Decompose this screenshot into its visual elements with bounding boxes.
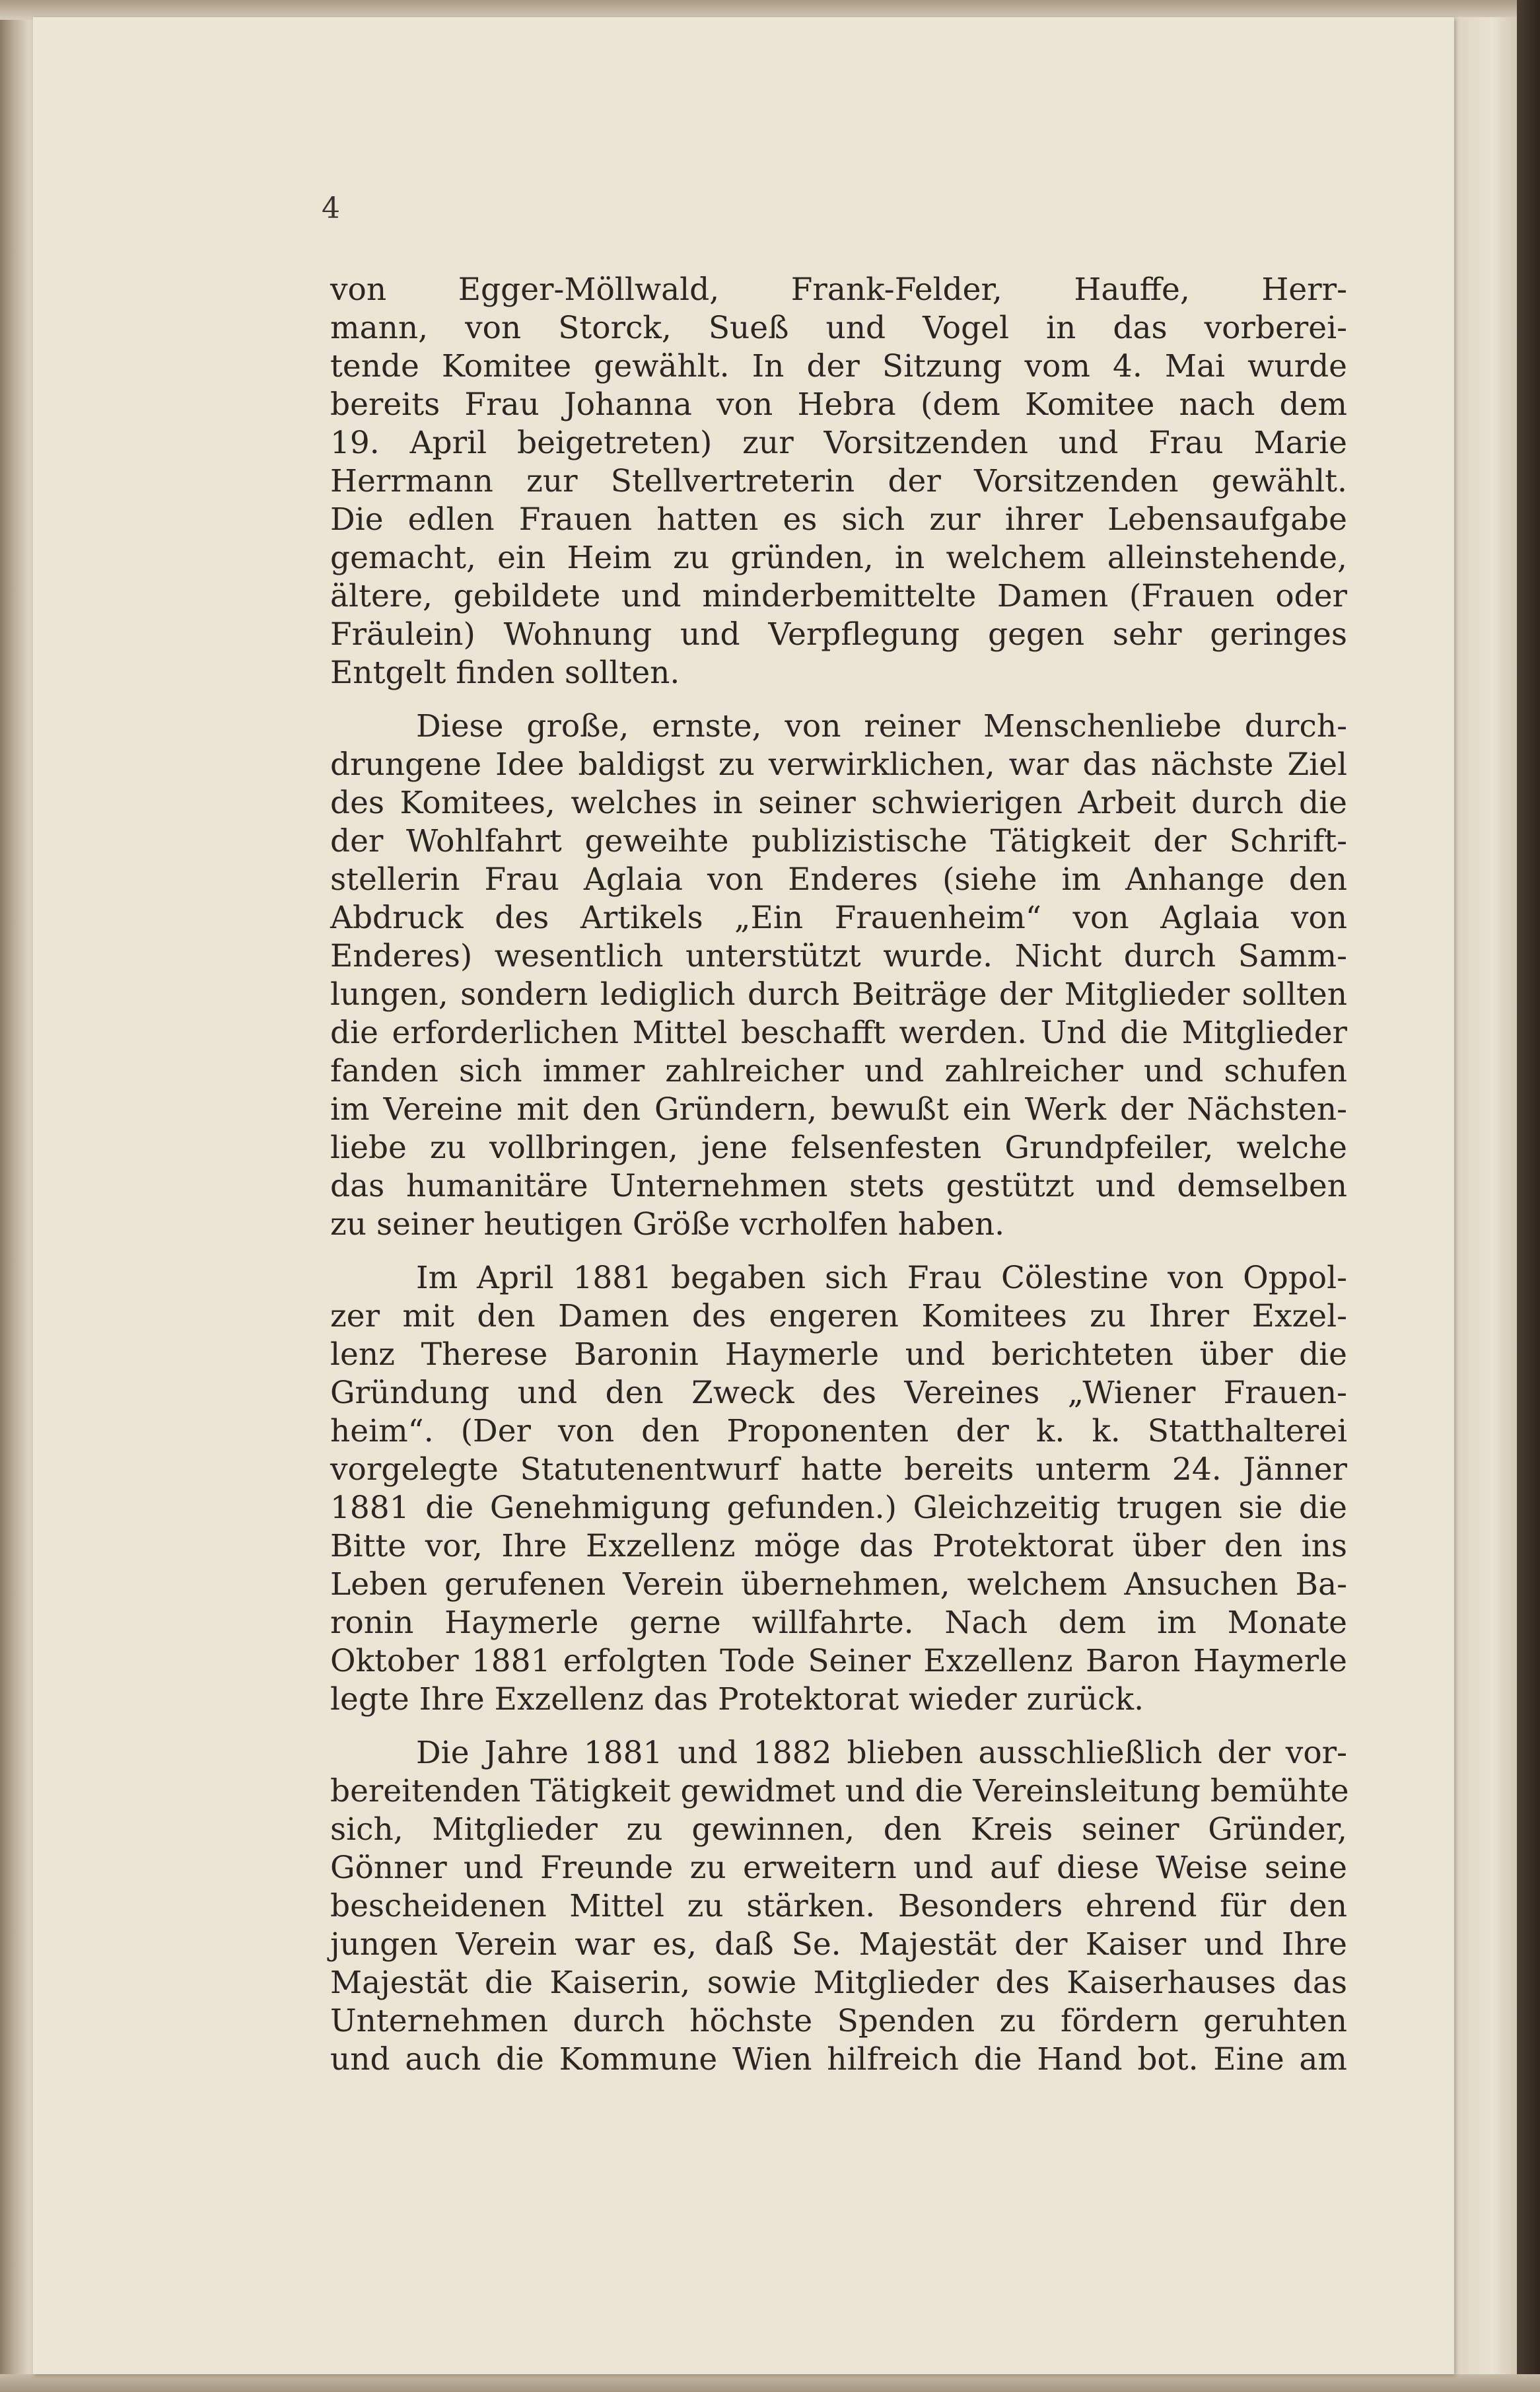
text-line: drungene Idee baldigst zu verwirklichen, war das nächste Ziel	[330, 746, 1347, 783]
text-line: vorgelegte Statutenentwurf hatte bereits unterm 24. Jänner	[330, 1451, 1347, 1488]
text-line: liebe zu vollbringen, jene felsenfesten Grundpfeiler, welche	[330, 1130, 1347, 1166]
text-line: tende Komitee gewählt. In der Sitzung vom 4. Mai wurde	[330, 348, 1347, 384]
text-line: im Vereine mit den Gründern, bewußt ein Werk der Nächsten-	[330, 1091, 1347, 1128]
text-line: zer mit den Damen des engeren Komitees zu Ihrer Exzel-	[330, 1298, 1347, 1334]
text-line: fanden sich immer zahlreicher und zahlreicher und schufen	[330, 1053, 1347, 1089]
paragraph-3	[330, 1259, 1347, 1719]
text-line: bescheidenen Mittel zu stärken. Besonders ehrend für den	[330, 1888, 1347, 1924]
text-line: Unternehmen durch höchste Spenden zu fördern geruhten	[330, 2003, 1347, 2039]
paragraph-2	[330, 707, 1347, 1244]
text-line: lenz Therese Baronin Haymerle und berichteten über die	[330, 1336, 1347, 1373]
text-line: Diese große, ernste, von reiner Menschenliebe durch-	[416, 708, 1347, 744]
text-line: lungen, sondern lediglich durch Beiträge der Mitglieder sollten	[330, 976, 1347, 1013]
paragraph-1	[330, 271, 1347, 692]
text-line: Gönner und Freunde zu erweitern und auf diese Weise seine	[330, 1850, 1347, 1886]
text-line: Majestät die Kaiserin, sowie Mitglieder des Kaiserhauses das	[330, 1965, 1347, 2001]
text-line: Fräulein) Wohnung und Verpflegung gegen sehr geringes	[330, 616, 1347, 653]
text-line: zu seiner heutigen Größe vcrholfen haben.	[330, 1206, 1005, 1243]
text-line: Leben gerufenen Verein übernehmen, welchem Ansuchen Ba-	[330, 1566, 1347, 1603]
text-line: heim“. (Der von den Proponenten der k. k. Statthalterei	[330, 1413, 1347, 1449]
text-line: Die Jahre 1881 und 1882 blieben ausschließlich der vor-	[416, 1735, 1347, 1771]
body-text	[330, 271, 1347, 2079]
book-cover-edge	[1517, 0, 1540, 2392]
text-line: von Egger-Möllwald, Frank-Felder, Hauffe, Herr-	[330, 272, 1347, 308]
text-line: der Wohlfahrt geweihte publizistische Tätigkeit der Schrift-	[330, 823, 1347, 859]
text-line: Im April 1881 begaben sich Frau Cölestine von Oppol-	[416, 1260, 1347, 1296]
text-line: legte Ihre Exzellenz das Protektorat wieder zurück.	[330, 1681, 1144, 1718]
text-line: mann, von Storck, Sueß und Vogel in das vorberei-	[330, 310, 1347, 346]
text-line: sich, Mitglieder zu gewinnen, den Kreis seiner Gründer,	[330, 1811, 1347, 1848]
text-line: Bitte vor, Ihre Exzellenz möge das Protektorat über den ins	[330, 1528, 1347, 1564]
text-line: Herrmann zur Stellvertreterin der Vorsitzenden gewählt.	[330, 463, 1347, 499]
text-line: Gründung und den Zweck des Vereines „Wiener Frauen-	[330, 1375, 1347, 1411]
text-line: bereits Frau Johanna von Hebra (dem Komitee nach dem	[330, 386, 1347, 423]
page-bottom-edge	[0, 2374, 1540, 2392]
text-line: die erforderlichen Mittel beschafft werden. Und die Mitglieder	[330, 1015, 1347, 1051]
page-stack-edge	[1454, 17, 1517, 2374]
page-number: 4	[322, 192, 340, 225]
text-line: stellerin Frau Aglaia von Enderes (siehe im Anhange den	[330, 861, 1347, 898]
text-line: 1881 die Genehmigung gefunden.) Gleichzeitig trugen sie die	[330, 1490, 1347, 1526]
text-line: und auch die Kommune Wien hilfreich die Hand bot. Eine am	[330, 2041, 1347, 2078]
text-line: gemacht, ein Heim zu gründen, in welchem alleinstehende,	[330, 540, 1347, 576]
text-line: Entgelt finden sollten.	[330, 655, 680, 691]
text-line: Die edlen Frauen hatten es sich zur ihrer Lebensaufgabe	[330, 501, 1347, 538]
text-line: das humanitäre Unternehmen stets gestützt und demselben	[330, 1168, 1347, 1204]
text-line: ronin Haymerle gerne willfahrte. Nach dem im Monate	[330, 1605, 1347, 1641]
text-line: ältere, gebildete und minderbemittelte Damen (Frauen oder	[330, 578, 1347, 614]
text-line: Oktober 1881 erfolgten Tode Seiner Exzellenz Baron Haymerle	[330, 1643, 1347, 1679]
text-line: jungen Verein war es, daß Se. Majestät der Kaiser und Ihre	[330, 1926, 1347, 1963]
text-line: 19. April beigetreten) zur Vorsitzenden und Frau Marie	[330, 425, 1347, 461]
text-line: des Komitees, welches in seiner schwierigen Arbeit durch die	[330, 785, 1347, 821]
text-line: bereitenden Tätigkeit gewidmet und die Vereinsleitung bemühte	[330, 1773, 1349, 1809]
text-line: Enderes) wesentlich unterstützt wurde. Nicht durch Samm-	[330, 938, 1347, 974]
paragraph-4	[330, 1734, 1347, 2079]
text-line: Abdruck des Artikels „Ein Frauenheim“ von Aglaia von	[330, 900, 1347, 936]
